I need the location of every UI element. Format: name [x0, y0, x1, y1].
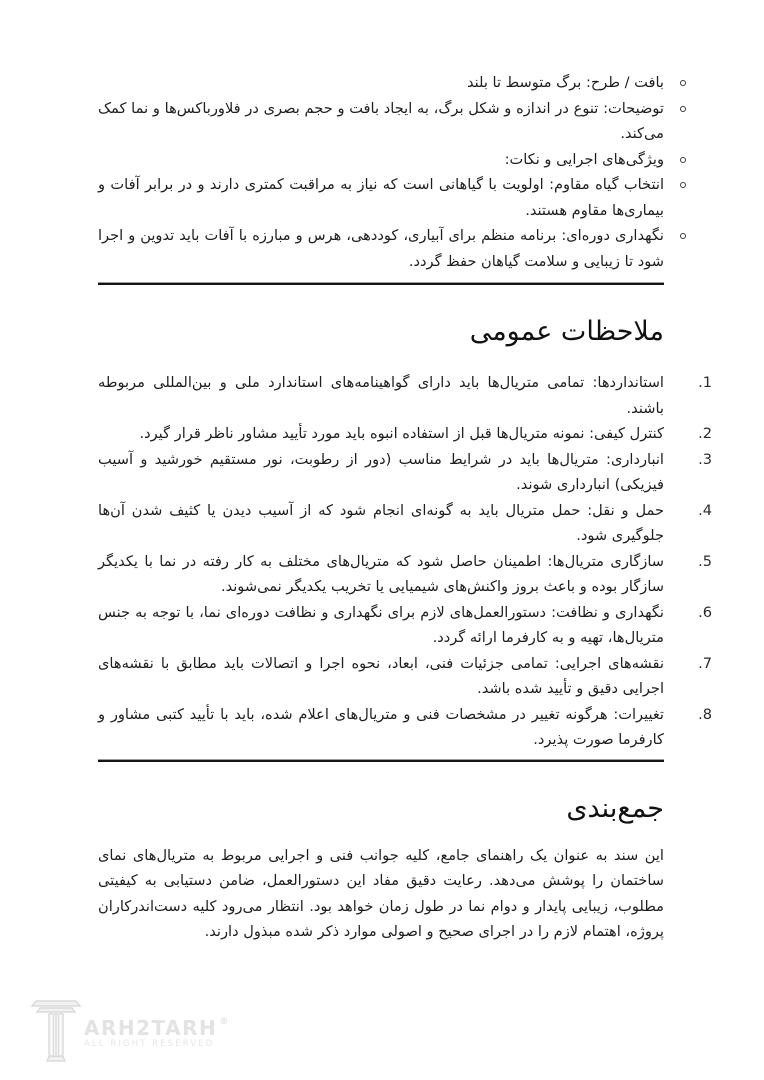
- list-item: [98, 702, 712, 753]
- list-number: 5.: [698, 552, 712, 570]
- list-number: 2.: [698, 425, 712, 442]
- section-title-general-notes: ملاحظات عمومی: [469, 316, 664, 347]
- watermark-logo: [30, 998, 228, 1064]
- document-content: [98, 0, 712, 945]
- list-number: 7.: [698, 654, 712, 672]
- intro-bullet-list: [98, 70, 664, 274]
- list-item-text: انتخاب گیاه مقاوم: اولویت با گیاهانی است که نیاز به مراقبت کمتری دارند و در برابر آفات و بیماری‌ها مقاوم هستند.: [98, 176, 664, 219]
- list-item: [98, 498, 712, 549]
- list-item-text: نقشه‌های اجرایی: تمامی جزئیات فنی، ابعاد، نحوه اجرا و اتصالات باید مطابق با نقشه‌های اجرایی دقیق و تأیید شده باشد.: [98, 654, 664, 697]
- column-icon: [30, 998, 82, 1064]
- list-number: 8.: [698, 705, 712, 723]
- section-title-summary: جمع‌بندی: [566, 792, 664, 824]
- list-item-text: انبارداری: متریال‌ها باید در شرایط مناسب (دور از رطوبت، نور مستقیم خورشید و آسیب فیزیکی) انبارداری شوند.: [98, 450, 664, 493]
- list-item: [98, 549, 712, 600]
- bullet-icon: [680, 157, 686, 163]
- section-divider: [98, 759, 664, 762]
- registered-mark-icon: ®: [219, 1017, 230, 1027]
- list-item: [98, 447, 712, 498]
- bullet-icon: [680, 182, 686, 188]
- list-item-text: بافت / طرح: برگ متوسط تا بلند: [466, 74, 664, 91]
- list-number: 1.: [698, 374, 712, 391]
- logo-text: [84, 1018, 228, 1050]
- list-item-text: نگهداری و نظافت: دستورالعمل‌های لازم برای نگهداری و نظافت دوره‌ای نما، با توجه به جنس متریال‌ها، تهیه و به کارفرما ارائه گردد.: [98, 603, 664, 646]
- logo-brand-text: [84, 1018, 228, 1038]
- list-item-text: تغییرات: هرگونه تغییر در مشخصات فنی و متریال‌های اعلام شده، باید با تأیید کتبی مشاور و کارفرما صورت پذیرد.: [98, 705, 664, 748]
- logo-tagline: ALL RIGHT RESERVED: [84, 1039, 215, 1049]
- list-item-text: ویژگی‌های اجرایی و نکات:: [504, 150, 664, 168]
- section-divider: [98, 282, 664, 285]
- list-item-text: استانداردها: تمامی متریال‌ها باید دارای گواهینامه‌های استاندارد ملی و بین‌المللی مربوطه باشند.: [98, 374, 664, 417]
- logo-brand-letters: ARH2TARH: [84, 1016, 218, 1040]
- summary-paragraph: این سند به عنوان یک راهنمای جامع، کلیه جوانب فنی و اجرایی مربوط به متریال‌های نمای ساختمان را پوشش می‌دهد. رعایت دقیق مفاد این دستورالعمل، ضامن دستیابی به کیفیتی مطلوب، زیبایی پایدار و دوام نما در طول زمان خواهد بود. انتظار می‌رود کلیه دست‌اندرکاران پروژه، اهتمام لازم را در اجرای صحیح و اصولی موارد ذکر شده مبذول دارند.: [98, 846, 664, 940]
- list-item: [98, 147, 664, 173]
- list-item: [98, 370, 712, 421]
- list-number: 6.: [698, 603, 712, 621]
- list-item: [98, 70, 664, 96]
- list-item-text: کنترل کیفی: نمونه متریال‌ها قبل از استفاده انبوه باید مورد تأیید مشاور ناظر قرار گیرد.: [139, 425, 664, 442]
- bullet-icon: [680, 233, 686, 239]
- list-item: [98, 651, 712, 702]
- list-item-text: نگهداری دوره‌ای: برنامه منظم برای آبیاری، کوددهی، هرس و مبارزه با آفات باید تدوین و اجرا شود تا زیبایی و سلامت گیاهان حفظ گردد.: [98, 227, 664, 270]
- list-number: 4.: [698, 501, 712, 519]
- bullet-icon: [680, 106, 686, 112]
- list-item: [98, 600, 712, 651]
- list-item: [98, 421, 712, 447]
- list-item: [98, 223, 664, 274]
- list-item: [98, 172, 664, 223]
- list-item-text: توضیحات: تنوع در اندازه و شکل برگ، به ایجاد بافت و حجم بصری در فلاورباکس‌ها و نما کمک می‌کند.: [98, 99, 664, 142]
- list-item-text: سازگاری متریال‌ها: اطمینان حاصل شود که متریال‌های مختلف به کار رفته در نما با یکدیگر سازگار بوده و باعث بروز واکنش‌های شیمیایی یا تخریب یکدیگر نمی‌شوند.: [98, 552, 664, 595]
- general-notes-numbered-list: [98, 370, 712, 753]
- list-number: 3.: [698, 450, 712, 468]
- list-item-text: حمل و نقل: حمل متریال باید به گونه‌ای انجام شود که از آسیب دیدن یا کثیف شدن آن‌ها جلوگیری شود.: [98, 501, 664, 544]
- list-item: [98, 96, 664, 147]
- bullet-icon: [680, 80, 686, 86]
